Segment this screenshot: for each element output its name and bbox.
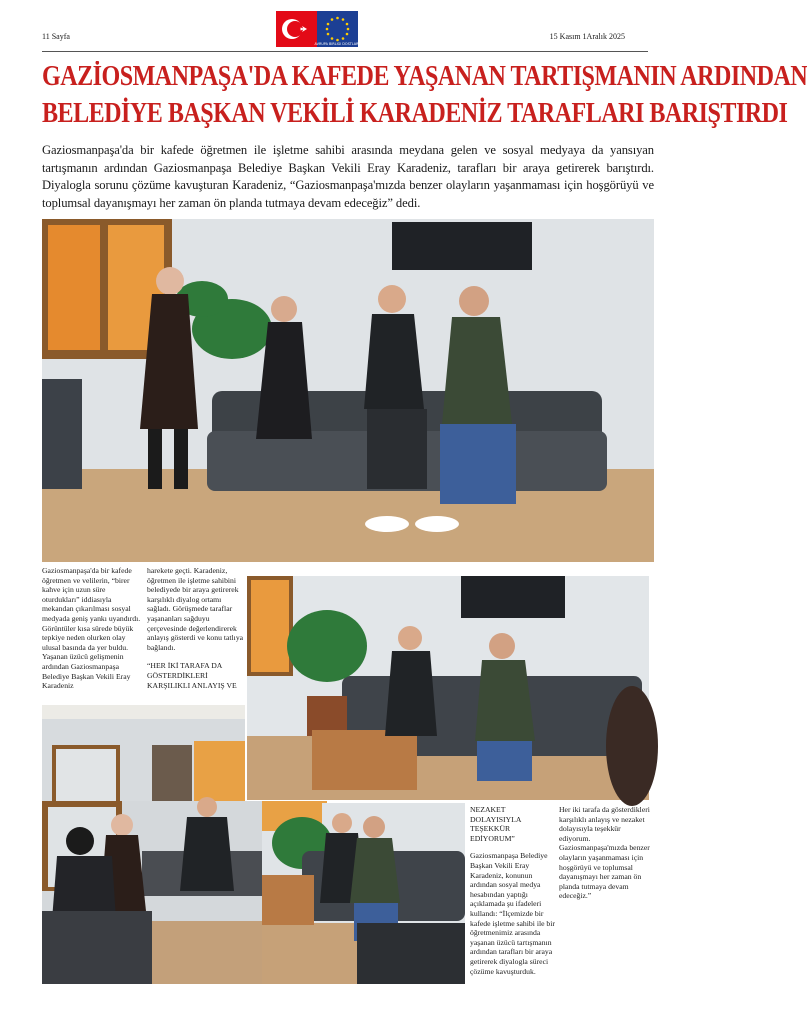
col4-paragraph: Her iki tarafa da gösterdikleri karşılıklı anlayış ve nezaket dolayısıyla teşekkür ediyorum. Gaziosmanpaşa'mızda benzer olayların yaşanmaması için hoşgörüyü ve toplumsal dayanışmayı her zaman ön planda tutmaya devam edeceğiz.” [559,805,650,901]
col3-subhead: NEZAKET DOLAYISIYLA TEŞEKKÜR EDİYORUM” [470,805,521,843]
main-photo [42,219,654,562]
lead-paragraph: Gaziosmanpaşa'da bir kafede öğretmen ile işletme sahibi arasında meydana gelen ve sosyal medyaya da yansıyan tartışmanın ardından Gaziosmanpaşa Belediye Başkan Vekili Eray Karadeniz, tarafları bir araya getirerek barıştırdı. Diyalogla sorunu çözüme kavuşturan Karadeniz, “Gaziosmanpaşa'mızda benzer olayların yaşanmaması için hoşgörüyü ve toplumsal dayanışmayı her zaman ön planda tutmaya devam edeceğiz” dedi. [42,143,654,210]
issue-date: 15 Kasım 1Aralık 2025 [549,32,625,41]
flags-logo [276,11,358,47]
photo-three [42,705,245,801]
body-column-4 [559,805,651,901]
col2-paragraph: harekete geçti. Karadeniz, öğretmen ile işletme sahibini belediyede bir araya getirerek karşılıklı diyalog ortamı sağladı. Görüşmede taraflar yaşananları sağduyu çerçevesinde değerlendirerek anlayış gösterdi ve konu tatlıya bağlandı. [147,566,244,652]
page-number: 11 Sayfa [42,32,70,41]
headline [42,58,807,132]
body-column-3 [470,805,556,976]
header-rule [42,51,648,52]
col1-paragraph: Gaziosmanpaşa'da bir kafede öğretmen ve velilerin, “birer kahve için uzun süre oturdukları” iddiasıyla mekandan çıkarılması sosyal medyada geniş yankı uyandırdı. Görüntüler kısa sürede büyük tepkiye neden olurken olay ulusal basında da yer buldu. Yaşanan üzücü gelişmenin ardından Gaziosmanpaşa Belediye Başkan Vekili Eray Karadeniz [42,566,141,691]
svg-text:AVRUPA BIRLIGI DOSTLARI: AVRUPA BIRLIGI DOSTLARI [314,42,360,46]
photo-two [247,576,649,800]
headline-line-2: BELEDİYE BAŞKAN VEKİLİ KARADENİZ TARAFLARI BARIŞTIRDI [42,98,788,129]
col3-paragraph: Gaziosmanpaşa Belediye Başkan Vekili Eray Karadeniz, konunun ardından sosyal medya hesabından yaptığı açıklamada şu ifadeleri kullandı: “İlçemizde bir kafede işletme sahibi ile bir öğretmenimiz arasında yaşanan üzücü tartışmanın ardından tarafları bir araya getirerek diyalogla süreci çözüme kavuşturduk. [470,851,555,976]
headline-line-1: GAZİOSMANPAŞA'DA KAFEDE YAŞANAN TARTIŞMANIN ARDINDAN [42,61,807,92]
body-column-1 [42,566,142,691]
body-column-2 [147,566,245,690]
photo-five [262,803,465,984]
col2-subhead: “HER İKİ TARAFA DA GÖSTERDİKLERİ KARŞILIKLI ANLAYIŞ VE [147,661,237,690]
